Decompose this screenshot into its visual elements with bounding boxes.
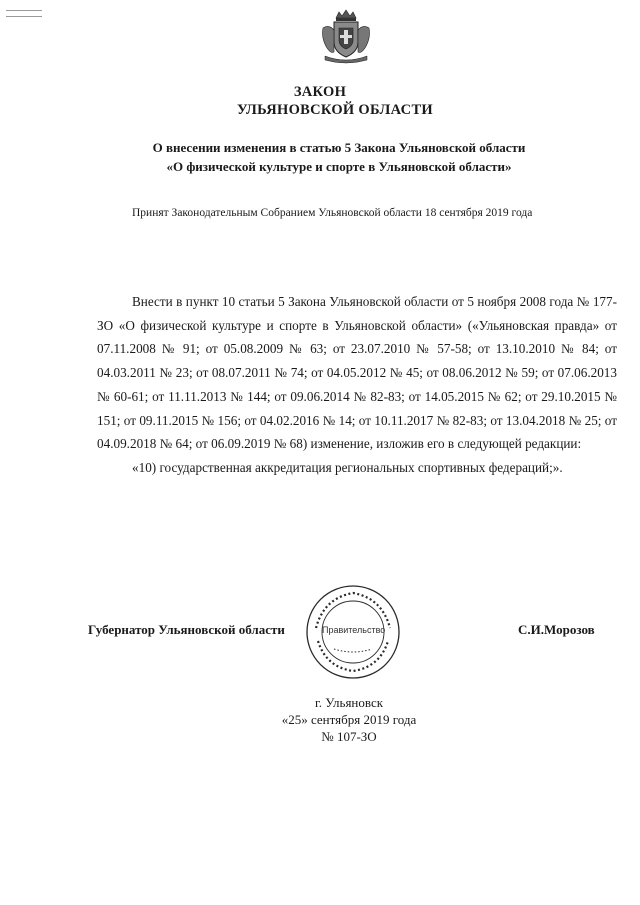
law-title-block [0, 83, 640, 119]
seal-text: Правительство [322, 625, 386, 635]
coat-of-arms-icon [317, 8, 375, 66]
law-subject [0, 138, 640, 176]
footer-number: № 107-ЗО [321, 729, 377, 744]
body-paragraph-1: Внести в пункт 10 статьи 5 Закона Ульяновской области от 5 ноября 2008 года № 177-ЗО «О физической культуре и спорте в Ульяновской области» («Ульяновская правда» от 07.11.2008 № 91; от 05.08.2009 № 63; от 23.07.2010 № 57-58; от 13.10.2010 № 84; от 04.03.2011 № 23; от 08.07.2011 № 74; от 04.05.2012 № 45; от 08.06.2012 № 59; от 07.06.2013 № 60-61; от 11.11.2013 № 144; от 09.06.2014 № 82-83; от 14.05.2015 № 62; от 29.10.2015 № 151; от 09.11.2015 № 156; от 04.02.2016 № 14; от 10.11.2017 № 82-83; от 13.04.2018 № 25; от 04.09.2018 № 64; от 06.09.2019 № 68) изменение, изложив его в следующей редакции: [97, 294, 617, 452]
footer-date: «25» сентября 2019 года [281, 712, 417, 727]
law-title: ЗАКОН [293, 84, 347, 100]
document-footer [0, 694, 640, 745]
footer-city: г. Ульяновск [314, 695, 384, 710]
subject-line-2: «О физической культуре и спорте в Ульяновской области» [166, 159, 512, 174]
signatory-name: С.И.Морозов [518, 622, 595, 637]
adoption-note: Принят Законодательным Собранием Ульяновской области 18 сентября 2019 года [132, 207, 533, 219]
body-paragraph-2: «10) государственная аккредитация региональных спортивных федераций;». [132, 459, 563, 475]
signatory-position: Губернатор Ульяновской области [88, 622, 285, 637]
corner-mark [6, 10, 42, 18]
region-title: УЛЬЯНОВСКОЙ ОБЛАСТИ [236, 102, 434, 118]
law-body [97, 290, 617, 480]
subject-line-1: О внесении изменения в статью 5 Закона Ульяновской области [152, 140, 526, 155]
